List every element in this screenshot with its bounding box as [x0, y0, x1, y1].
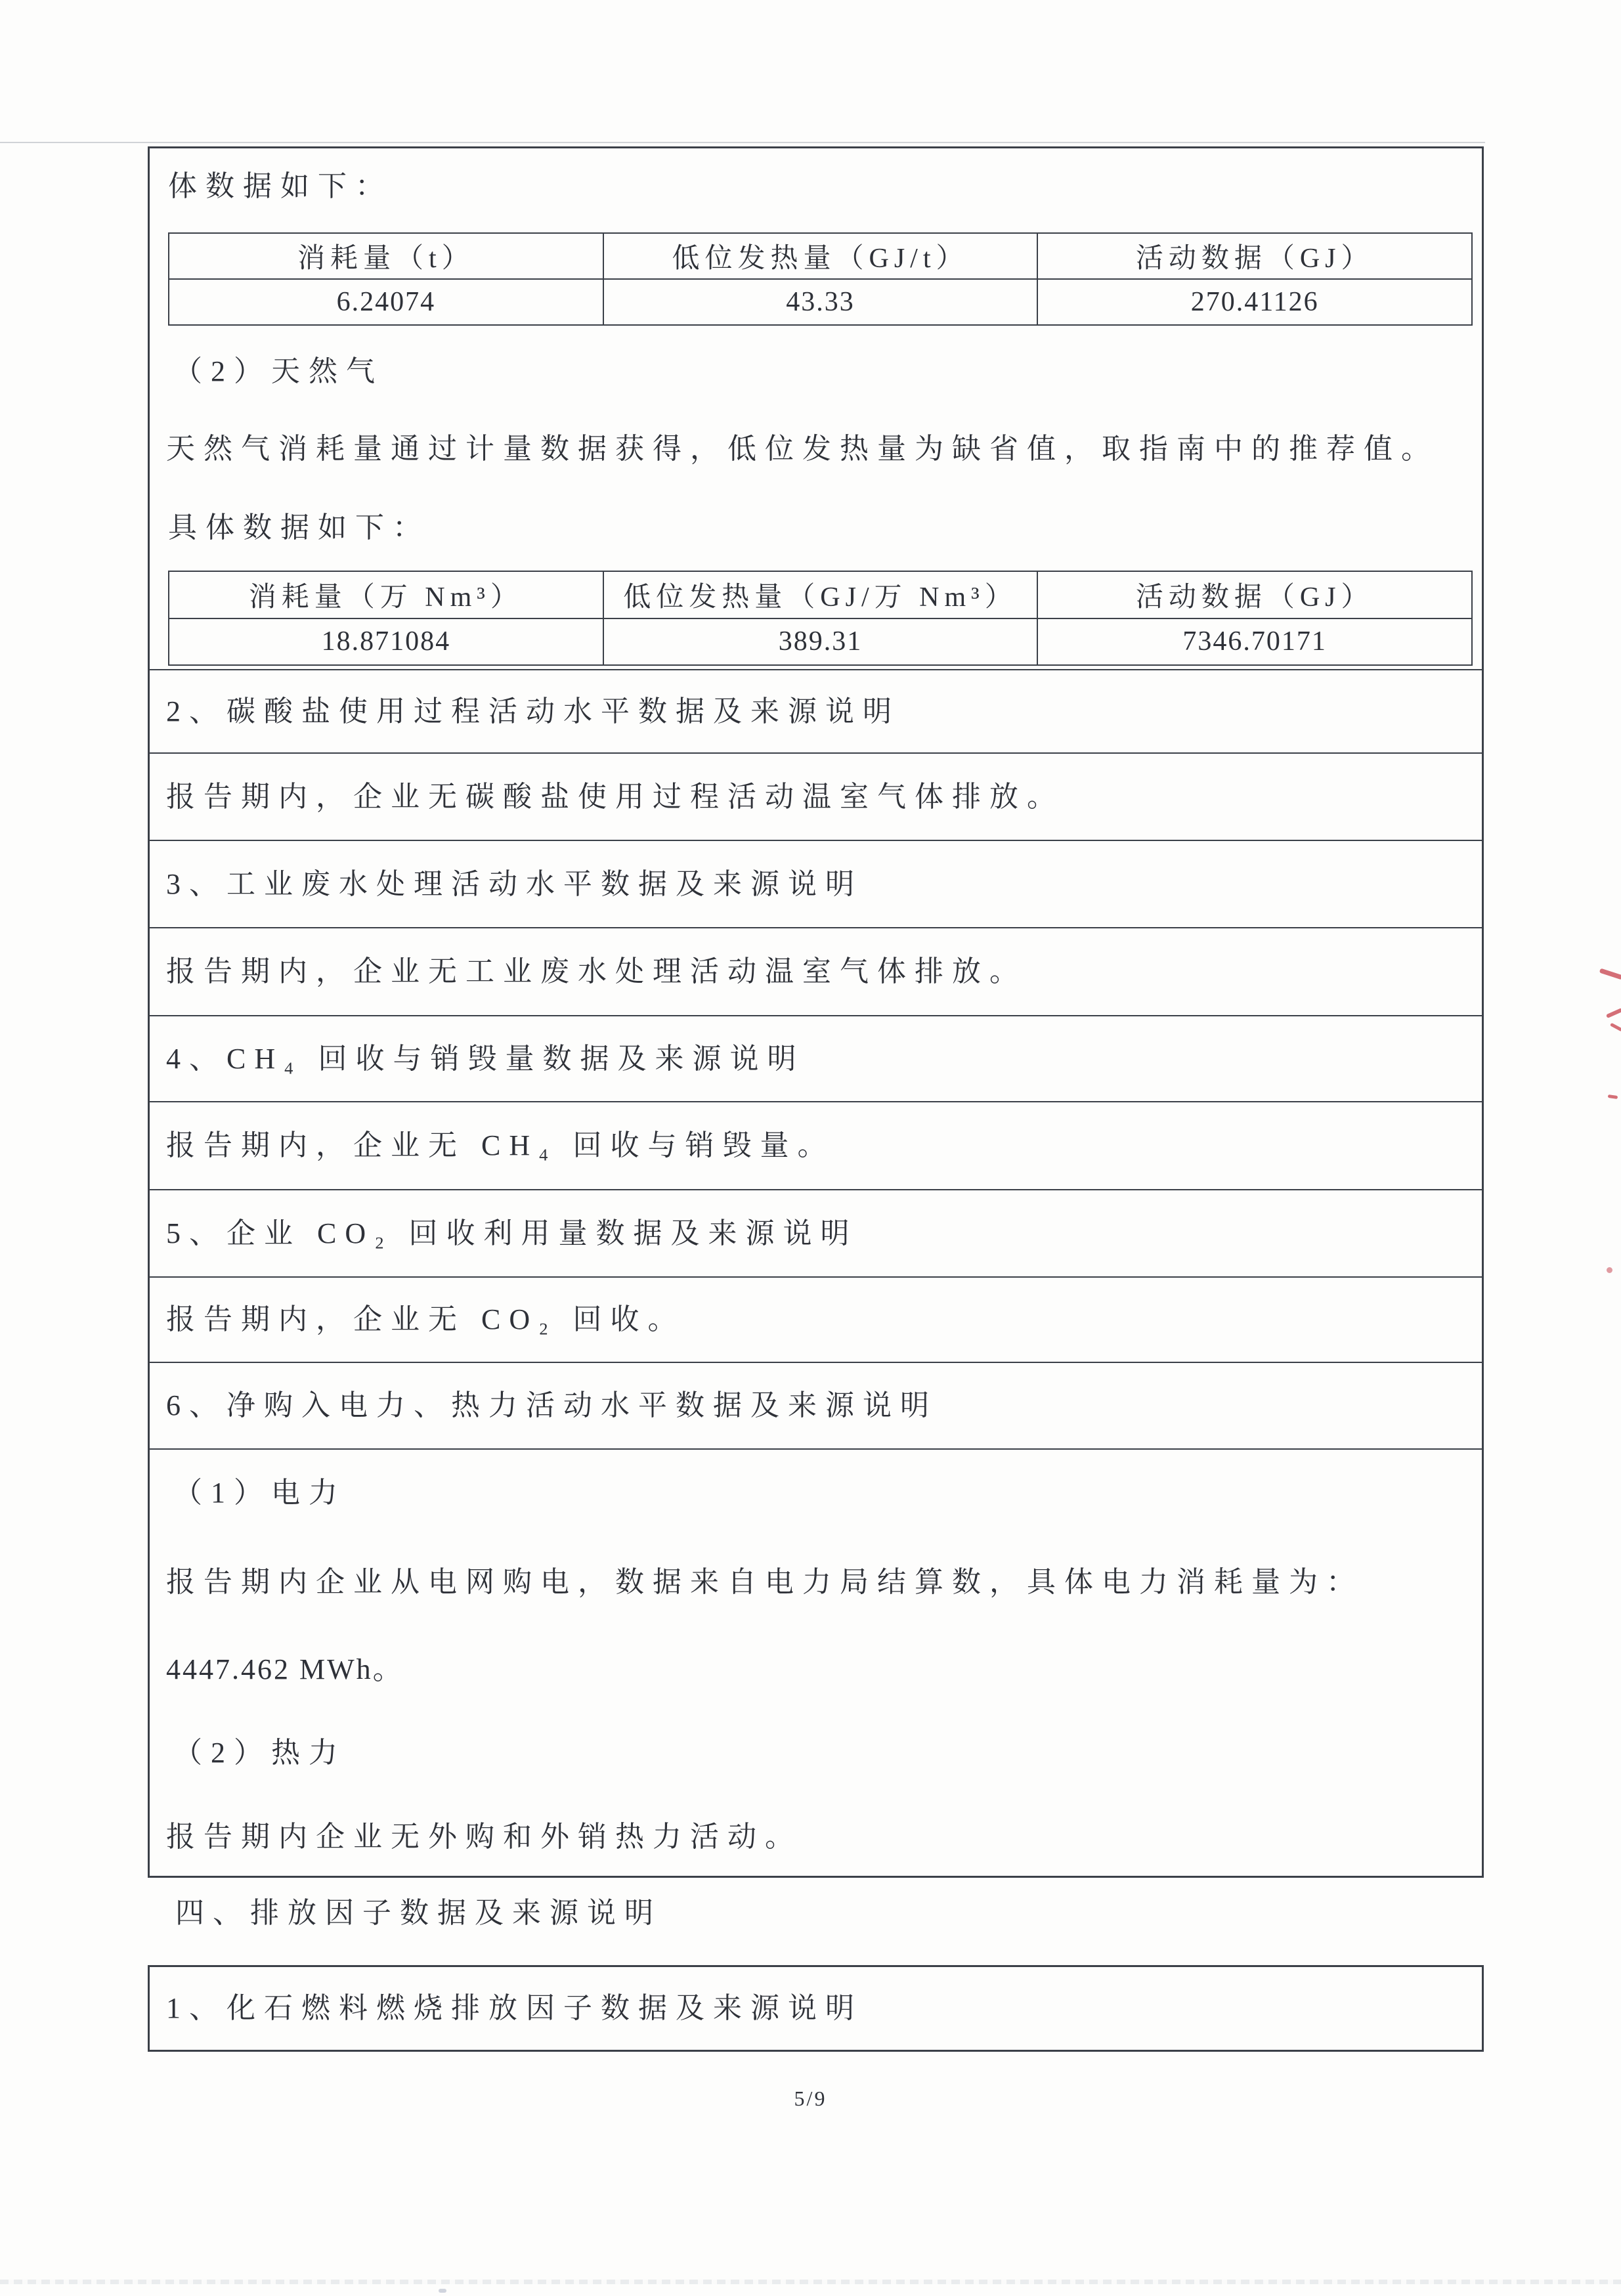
emission-factor-table — [148, 1965, 1484, 2052]
red-ink-artifact-1 — [1599, 968, 1621, 980]
section2-body: 报告期内，企业无碳酸盐使用过程活动温室气体排放。 — [166, 780, 1064, 813]
gas-header-consumption — [169, 572, 603, 618]
gas-table-header-row — [169, 572, 1471, 619]
gas-value-heating-value — [603, 619, 1037, 665]
section6-heading-row — [150, 1363, 1482, 1450]
header-label: 低位发热量（GJ/t） — [672, 244, 969, 274]
section4-title: 4、CH₄ 回收与销毁量数据及来源说明 — [166, 1042, 805, 1075]
electricity-description: 报告期内企业从电网购电，数据来自电力局结算数，具体电力消耗量为： — [166, 1566, 1364, 1598]
heat-subtitle: （2）热力 — [173, 1737, 346, 1769]
emission-factor-section1-title: 1、化石燃料燃烧排放因子数据及来源说明 — [166, 1992, 863, 2024]
section5-body: 报告期内，企业无 CO₂ 回收。 — [166, 1303, 685, 1335]
gas-value-activity-data — [1037, 619, 1471, 665]
section3-body-row — [150, 928, 1482, 1016]
cell-value: 18.871084 — [321, 626, 451, 657]
fuel-data-table — [168, 232, 1473, 326]
scanner-noise-band — [0, 2280, 1621, 2284]
header-label: 活动数据（GJ） — [1135, 582, 1374, 613]
section2-heading-row — [150, 670, 1482, 754]
red-ink-artifact-3 — [1610, 1023, 1621, 1032]
page-number: 5/9 — [794, 2087, 827, 2110]
section6-title: 6、净购入电力、热力活动水平数据及来源说明 — [166, 1389, 938, 1421]
red-ink-artifact-5 — [1607, 1267, 1612, 1273]
gas-header-heating-value — [603, 572, 1037, 618]
section3-body: 报告期内，企业无工业废水处理活动温室气体排放。 — [166, 955, 1027, 987]
gas-table-value-row — [169, 619, 1471, 665]
header-label: 活动数据（GJ） — [1135, 244, 1374, 274]
cell-value: 270.41126 — [1190, 287, 1319, 317]
electricity-subtitle: （1）电力 — [173, 1477, 346, 1509]
fuel-table-header-row — [169, 234, 1471, 280]
fuel-value-activity-data — [1037, 280, 1471, 324]
fuel-header-consumption — [169, 234, 603, 278]
gas-header-activity-data — [1037, 572, 1471, 618]
cell-value: 6.24074 — [336, 287, 436, 317]
fuel-table-value-row — [169, 280, 1471, 324]
section2-body-row — [150, 754, 1482, 841]
section4-body: 报告期内，企业无 CH₄ 回收与销毁量。 — [166, 1129, 835, 1161]
natural-gas-data-intro: 具体数据如下： — [168, 511, 430, 544]
section5-heading-row — [150, 1190, 1482, 1278]
header-label: 消耗量（万 Nm³） — [248, 582, 523, 613]
fuel-value-consumption — [169, 280, 603, 324]
section4-heading-row — [150, 1016, 1482, 1102]
section4-body-row — [150, 1102, 1482, 1190]
fuel-value-heating-value — [603, 280, 1037, 324]
header-label: 消耗量（t） — [297, 244, 475, 274]
red-ink-artifact-2 — [1606, 1008, 1621, 1018]
fuel-header-heating-value — [603, 234, 1037, 278]
red-ink-artifact-4 — [1608, 1094, 1618, 1099]
section5-body-row — [150, 1278, 1482, 1363]
scanner-noise-dot — [439, 2289, 446, 2293]
fuel-header-activity-data — [1037, 234, 1471, 278]
section3-heading-row — [150, 841, 1482, 928]
scan-ghost-line — [0, 142, 1485, 143]
natural-gas-data-table — [168, 571, 1473, 666]
cell-value: 389.31 — [778, 626, 863, 657]
intro-text: 体数据如下： — [168, 170, 393, 202]
section5-title: 5、企业 CO₂ 回收利用量数据及来源说明 — [166, 1217, 858, 1249]
cell-value: 7346.70171 — [1182, 626, 1327, 657]
fuel-and-gas-row — [150, 148, 1482, 670]
power-heat-row — [150, 1450, 1482, 1876]
section3-title: 3、工业废水处理活动水平数据及来源说明 — [166, 867, 863, 900]
activity-data-table — [148, 146, 1484, 1878]
section2-title: 2、碳酸盐使用过程活动水平数据及来源说明 — [166, 695, 900, 727]
header-label: 低位发热量（GJ/万 Nm³） — [623, 582, 1018, 613]
heat-description: 报告期内企业无外购和外销热力活动。 — [166, 1821, 802, 1853]
electricity-consumption-value: 4447.462 MWh。 — [166, 1653, 404, 1685]
gas-value-consumption — [169, 619, 603, 665]
natural-gas-subtitle: （2）天然气 — [173, 355, 383, 387]
chapter-four-title: 四、排放因子数据及来源说明 — [175, 1897, 662, 1929]
cell-value: 43.33 — [786, 287, 855, 317]
natural-gas-description: 天然气消耗量通过计量数据获得，低位发热量为缺省值，取指南中的推荐值。 — [166, 433, 1438, 465]
